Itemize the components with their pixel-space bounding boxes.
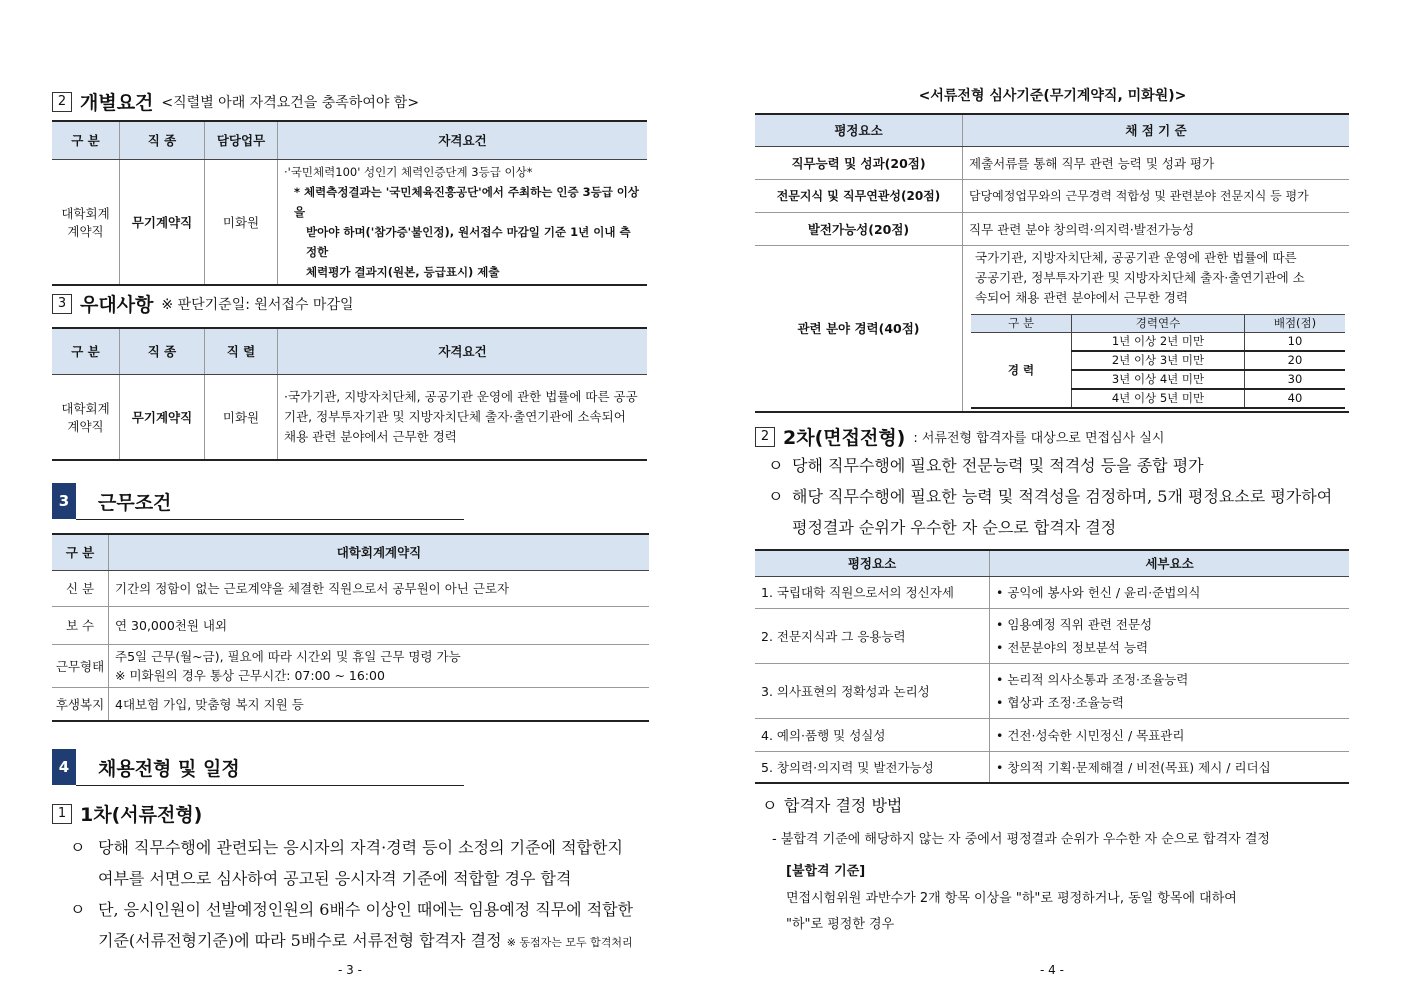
- bullet: ㅇ: [70, 838, 86, 857]
- row-label: 전문지식 및 직무연관성(20점): [755, 179, 963, 212]
- para-line: 평정결과 순위가 우수한 자 순으로 합격자 결정: [792, 518, 1117, 537]
- page-number: - 3 -: [338, 963, 362, 977]
- section-title: 채용전형 및 일정: [98, 757, 240, 780]
- decision-line: - 불합격 기준에 해당하지 않는 자 중에서 평정결과 순위가 우수한 자 순으로 합격자 결정: [772, 832, 1270, 847]
- first-round-body: [70, 832, 660, 958]
- row-label: 근무형태: [52, 644, 109, 687]
- row-value-line: 주5일 근무(월~금), 필요에 따라 시간외 및 휴일 근무 명령 가능: [115, 648, 461, 664]
- cell-job-type: 무기계약직: [120, 159, 205, 285]
- cell-duty: 미화원: [205, 159, 278, 285]
- bullet: ㅇ: [768, 456, 784, 475]
- section-underline: [76, 785, 464, 786]
- cell-category: 대학회계 계약직: [52, 159, 120, 285]
- experience-cell: [963, 245, 1350, 412]
- mini-years: 3년 이상 4년 미만: [1072, 370, 1245, 389]
- row-label: 3. 의사표현의 정확성과 논리성: [755, 663, 990, 718]
- para-line: 여부를 서면으로 심사하여 공고된 응시자격 기준에 적합할 경우 합격: [98, 869, 572, 888]
- row-label: 5. 창의력·의지력 및 발전가능성: [755, 751, 990, 783]
- individual-req-table: [52, 120, 647, 286]
- section-note: : 서류전형 합격자를 대상으로 면접심사 실시: [913, 431, 1165, 446]
- row-value: [109, 644, 650, 687]
- th-series: 직 렬: [205, 328, 278, 374]
- cell-requirement: [278, 374, 648, 460]
- para-line: 해당 직무수행에 필요한 능력 및 적격성을 검정하며, 5개 평정요소로 평가하여: [792, 487, 1333, 506]
- th-requirement: 자격요건: [278, 121, 648, 159]
- mini-score: 30: [1245, 370, 1346, 389]
- para-line: 당해 직무수행에 필요한 전문능력 및 적격성 등을 종합 평가: [792, 456, 1204, 475]
- th-detail: 세부요소: [990, 550, 1350, 576]
- cell-requirement: [278, 159, 648, 285]
- th-requirement: 자격요건: [278, 328, 648, 374]
- interview-criteria-table: [755, 549, 1349, 784]
- section-number-box: 2: [755, 427, 775, 447]
- section-individual-req-header: [52, 88, 419, 115]
- section-number-badge: 3: [52, 483, 76, 519]
- th-category: 구 분: [52, 534, 109, 570]
- row-value-line: • 임용예정 직위 관련 전문성: [996, 616, 1153, 632]
- row-value-line: ※ 미화원의 경우 통상 근무시간: 07:00 ~ 16:00: [115, 667, 385, 683]
- mini-years: 2년 이상 3년 미만: [1072, 351, 1245, 370]
- th-element: 평정요소: [755, 114, 963, 146]
- section-number-box: 3: [52, 294, 72, 314]
- cell-job-type: 무기계약직: [120, 374, 205, 460]
- th-contract: 대학회계계약직: [109, 534, 650, 570]
- section-underline: [76, 519, 464, 520]
- bullet: ㅇ: [70, 900, 86, 919]
- text-line: 공공기관, 정부투자기관 및 지방자치단체 출자·출연기관에 소: [975, 269, 1305, 285]
- section-number-badge: 4: [52, 749, 76, 785]
- text-line: 속되어 채용 관련 분야에서 근무한 경력: [975, 289, 1189, 305]
- fail-line: "하"로 평정한 경우: [786, 917, 895, 932]
- mini-years: 4년 이상 5년 미만: [1072, 389, 1245, 408]
- row-label: 후생복지: [52, 687, 109, 721]
- section-note: ※ 판단기준일: 원서접수 마감일: [161, 296, 354, 313]
- mini-label: 경 력: [971, 332, 1072, 408]
- row-value: 제출서류를 통해 직무 관련 능력 및 성과 평가: [963, 146, 1350, 179]
- th-job-type: 직 종: [120, 328, 205, 374]
- req-line: 체력평가 결과지(원본, 등급표시) 제출: [306, 264, 500, 279]
- section-number-box: 1: [52, 804, 72, 824]
- second-round-header: [755, 423, 1164, 450]
- row-label: 1. 국립대학 직원으로서의 정신자세: [755, 576, 990, 608]
- first-round-header: [52, 800, 202, 827]
- section-note: <직렬별 아래 자격요건을 충족하여야 함>: [161, 94, 420, 111]
- th-element: 평정요소: [755, 550, 990, 576]
- req-line: ·국가기관, 지방자치단체, 공공기관 운영에 관한 법률에 따른 공공: [284, 388, 638, 404]
- pass-decision: [762, 795, 1362, 817]
- doc-criteria-title: <서류전형 심사기준(무기계약직, 미화원)>: [918, 88, 1187, 104]
- req-line: * 체력측정결과는 '국민체육진흥공단'에서 주최하는 인증 3등급 이상을: [294, 184, 640, 219]
- req-line: 채용 관련 분야에서 근무한 경력: [284, 428, 457, 444]
- row-label: 4. 예의·품행 및 성실성: [755, 718, 990, 751]
- preference-table: [52, 327, 647, 461]
- row-value: 4대보험 가입, 맞춤형 복지 지원 등: [109, 687, 650, 721]
- row-value: 담당예정업무와의 근무경력 적합성 및 관련분야 전문지식 등 평가: [963, 179, 1350, 212]
- section-title: 근무조건: [98, 491, 172, 514]
- row-value-line: • 전문분야의 정보분석 능력: [996, 639, 1149, 655]
- row-value: • 건전·성숙한 시민정신 / 목표관리: [990, 718, 1350, 751]
- row-label: 2. 전문지식과 그 응용능력: [755, 608, 990, 663]
- th-category: 구 분: [52, 328, 120, 374]
- row-value: [990, 663, 1350, 718]
- row-label: 관련 분야 경력(40점): [755, 245, 963, 412]
- row-value-line: • 논리적 의사소통과 조정·조율능력: [996, 671, 1189, 687]
- fail-criteria-title: [불합격 기준]: [786, 864, 866, 879]
- para-line: 단, 응시인원이 선발예정인원의 6배수 이상인 때에는 임용예정 직무에 적합한: [98, 900, 634, 919]
- bullet: ㅇ: [762, 796, 778, 815]
- section-title: 2차(면접전형): [783, 427, 906, 449]
- cell-category: 대학회계 계약직: [52, 374, 120, 460]
- section-title: 우대사항: [80, 294, 154, 316]
- row-value: 연 30,000천원 내외: [109, 606, 650, 644]
- mini-score: 40: [1245, 389, 1346, 408]
- fail-criteria-body: [786, 886, 1356, 938]
- section-title: 1차(서류전형): [80, 804, 203, 826]
- req-line: 받아야 하며('참가증'불인정), 원서접수 마감일 기준 1년 이내 측정한: [306, 224, 631, 259]
- fail-line: 면접시험위원 과반수가 2개 항목 이상을 "하"로 평정하거나, 동일 항목에 대하여: [786, 891, 1237, 906]
- row-value: 기간의 정함이 없는 근로계약을 체결한 직원으로서 공무원이 아닌 근로자: [109, 570, 650, 606]
- th-criteria: 채 점 기 준: [963, 114, 1350, 146]
- th-job-type: 직 종: [120, 121, 205, 159]
- mini-score: 20: [1245, 351, 1346, 370]
- row-label: 발전가능성(20점): [755, 212, 963, 245]
- hiring-process-header: [52, 749, 240, 785]
- para-line: 기준(서류전형기준)에 따라 5배수로 서류전형 합격자 결정: [98, 931, 502, 950]
- mini-th: 경력연수: [1072, 314, 1245, 332]
- work-conditions-table: [52, 533, 649, 722]
- row-value-line: • 협상과 조정·조율능력: [996, 694, 1124, 710]
- decision-title: 합격자 결정 방법: [784, 796, 903, 815]
- row-value: 직무 관련 분야 창의력·의지력·발전가능성: [963, 212, 1350, 245]
- second-round-body: [768, 450, 1368, 543]
- work-conditions-header: [52, 483, 171, 519]
- para-line: 당해 직무수행에 관련되는 응시자의 자격·경력 등이 소정의 기준에 적합한지: [98, 838, 623, 857]
- row-value: • 창의적 기획·문제해결 / 비전(목표) 제시 / 리더십: [990, 751, 1350, 783]
- row-value: • 공익에 봉사와 헌신 / 윤리·준법의식: [990, 576, 1350, 608]
- bullet: ㅇ: [768, 487, 784, 506]
- section-title: 개별요건: [80, 92, 154, 114]
- cell-series: 미화원: [205, 374, 278, 460]
- row-label: 신 분: [52, 570, 109, 606]
- text-line: 국가기관, 지방자치단체, 공공기관 운영에 관한 법률에 따른: [975, 249, 1297, 265]
- experience-text: [967, 248, 1345, 308]
- row-label: 보 수: [52, 606, 109, 644]
- page-number: - 4 -: [1040, 963, 1064, 977]
- mini-th: 구 분: [971, 314, 1072, 332]
- row-value: [990, 608, 1350, 663]
- row-label: 직무능력 및 성과(20점): [755, 146, 963, 179]
- doc-criteria-table: [755, 113, 1349, 413]
- req-line: 기관, 정부투자기관 및 지방자치단체 출자·출연기관에 소속되어: [284, 408, 626, 424]
- th-duty: 담당업무: [205, 121, 278, 159]
- mini-years: 1년 이상 2년 미만: [1072, 332, 1245, 351]
- mini-th: 배점(점): [1245, 314, 1346, 332]
- mini-score: 10: [1245, 332, 1346, 351]
- section-number-box: 2: [52, 92, 72, 112]
- experience-score-table: [971, 314, 1345, 409]
- section-preference-header: [52, 290, 354, 317]
- req-line: ·'국민체력100' 성인기 체력인증단계 3등급 이상*: [284, 164, 533, 179]
- tie-note: ※ 동점자는 모두 합격처리: [506, 936, 633, 949]
- th-category: 구 분: [52, 121, 120, 159]
